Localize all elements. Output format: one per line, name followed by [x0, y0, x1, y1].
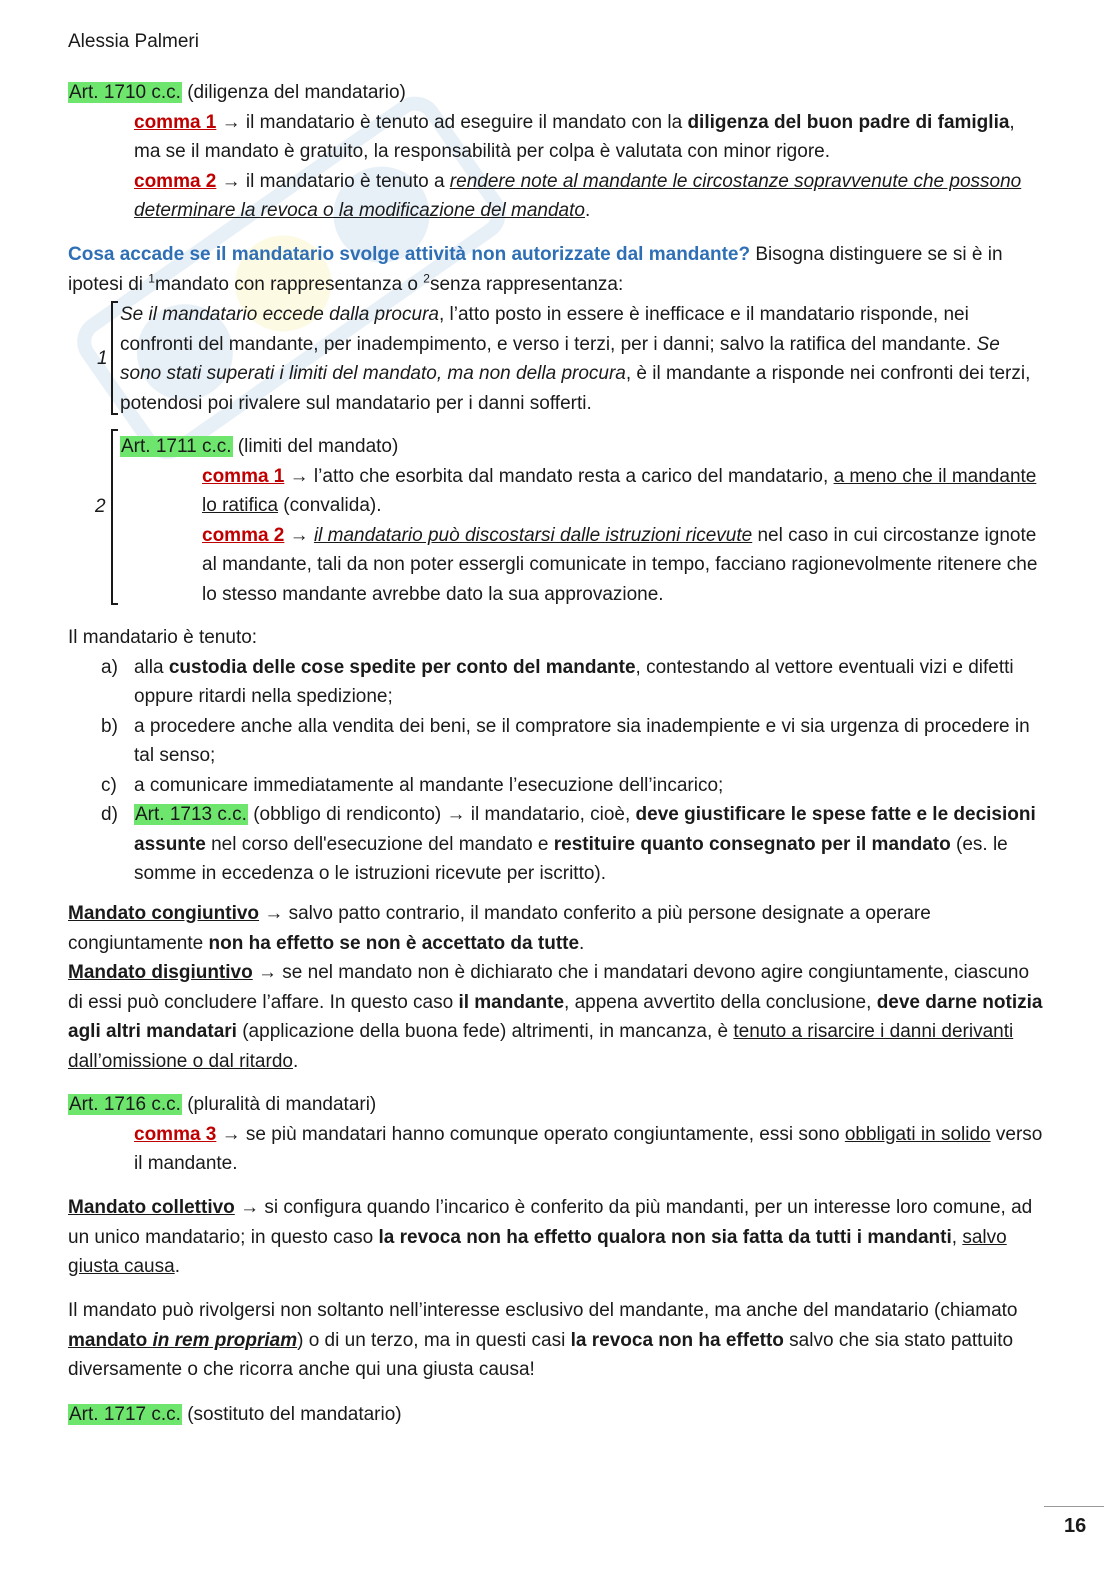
case-2-section — [120, 432, 1040, 609]
case-1-text: Se il mandatario eccede dalla procura, l’atto posto in essere è inefficace e il mandatario risponde, nei confronti del mandante, per inadempimento, e verso i terzi, per i danni; salvo la ratifica del mandante. Se sono stati superati i limiti del mandato, ma non della procura, è il mandante a risponde nei confronti dei terzi, potendosi poi rivalere sul mandatario per i danni sofferti. — [120, 304, 1031, 414]
brace-2-icon — [104, 428, 120, 608]
article-ref: Art. 1717 c.c. — [69, 1404, 181, 1425]
comma-label: comma 1 — [134, 111, 217, 133]
art1716-heading: Art. 1716 c.c. (pluralità di mandatari) — [69, 1094, 377, 1115]
duties-section — [68, 623, 1043, 889]
mandato-disgiuntivo: Mandato disgiuntivo → se nel mandato non è dichiarato che i mandatari devono agire congiuntamente, ciascuno di essi può concludere l’affare. In questo caso il mandante, appena avvertito della conclusione, deve darne notizia agli altri mandatari (applicazione della buona fede) altrimenti, in mancanza, è tenuto a risarcire i danni derivanti dall’omissione o dal ritardo. — [68, 962, 1043, 1072]
list-item: d) Art. 1713 c.c. (obbligo di rendiconto) → il mandatario, cioè, deve giustificare le spese fatte e le decisioni assunte nel corso dell'esecuzione del mandato e restituire quanto consegnato per il mandato (es. le somme in eccedenza o le istruzioni ricevute per iscritto). — [101, 804, 1036, 884]
case-1-number: 1 — [97, 348, 108, 369]
art1711-comma2: comma 2 → il mandatario può discostarsi dalle istruzioni ricevute nel caso in cui circostanze ignote al mandante, tali da non poter essergli comunicate in tempo, facciano ragionevolmente ritenere che lo stesso mandante avrebbe dato la sua approvazione. — [202, 524, 1038, 605]
page-number: 16 — [1064, 1515, 1087, 1537]
article-ref: Art. 1713 c.c. — [135, 804, 247, 825]
in-rem-paragraph: Il mandato può rivolgersi non soltanto nell’interesse esclusivo del mandante, ma anche del mandatario (chiamato mandato in rem propriam) o di un terzo, ma in questi casi la revoca non ha effetto salvo che sia stato pattuito diversamente o che ricorra anche qui una giusta causa! — [68, 1300, 1018, 1380]
question-paragraph: Cosa accade se il mandatario svolge attività non autorizzate dal mandante? Bisogna distinguere se si è in ipotesi di $^1$mandato con rappresentanza o $^2$senza rappresentanza: — [68, 244, 1003, 295]
question-text: Cosa accade se il mandatario svolge attività non autorizzate dal mandante? — [68, 244, 751, 265]
art1711-comma1: comma 1 → l’atto che esorbita dal mandato resta a carico del mandatario, a meno che il mandante lo ratifica (convalida). — [202, 465, 1037, 516]
duties-intro: Il mandatario è tenuto: — [68, 627, 258, 648]
art1716-section — [68, 1090, 1043, 1179]
article-ref: Art. 1710 c.c. — [69, 82, 181, 103]
comma-label: comma 2 — [202, 524, 285, 546]
art1711-heading: Art. 1711 c.c. (limiti del mandato) — [121, 436, 399, 457]
list-item: b) a procedere anche alla vendita dei beni, se il compratore sia inadempiente e vi sia urgenza di procedere in tal senso; — [101, 715, 1030, 766]
art1710-heading: Art. 1710 c.c. (diligenza del mandatario) — [69, 82, 406, 103]
article-ref: Art. 1711 c.c. — [121, 436, 232, 457]
art1716-comma3: comma 3 → se più mandatari hanno comunque operato congiuntamente, essi sono obbligati in solido verso il mandante. — [134, 1123, 1043, 1174]
article-ref: Art. 1716 c.c. — [69, 1094, 181, 1115]
page-number-divider — [1044, 1506, 1104, 1507]
list-item: c) a comunicare immediatamente al mandante l’esecuzione dell’incarico; — [101, 774, 724, 796]
art1710-comma2: comma 2 → il mandatario è tenuto a rendere note al mandante le circostanze sopravvenute che possono determinare la revoca o la modificazione del mandato. — [134, 170, 1022, 221]
mandato-collettivo: Mandato collettivo → si configura quando l’incarico è conferito da più mandanti, per un interesse loro comune, ad un unico mandatario; in questo caso la revoca non ha effetto qualora non sia fatta da tutti i mandanti, salvo giusta causa. — [68, 1197, 1033, 1277]
comma-label: comma 2 — [134, 170, 217, 192]
comma-label: comma 3 — [134, 1123, 217, 1145]
list-item: a) alla custodia delle cose spedite per conto del mandante, contestando al vettore eventuali vizi e difetti oppure ritardi nella spedizione; — [101, 656, 1014, 707]
case-2-number: 2 — [95, 496, 106, 517]
comma-label: comma 1 — [202, 465, 285, 487]
mandato-congiuntivo: Mandato congiuntivo → salvo patto contrario, il mandato conferito a più persone designate a operare congiuntamente non ha effetto se non è accettato da tutte. — [68, 903, 931, 954]
author-name: Alessia Palmeri — [68, 31, 199, 52]
art1717-heading: Art. 1717 c.c. (sostituto del mandatario) — [69, 1404, 402, 1425]
art1710-comma1: comma 1 → il mandatario è tenuto ad eseguire il mandato con la diligenza del buon padre di famiglia, ma se il mandato è gratuito, la responsabilità per colpa è valutata con minor rigore. — [134, 111, 1015, 162]
art1710-section — [68, 78, 1043, 226]
